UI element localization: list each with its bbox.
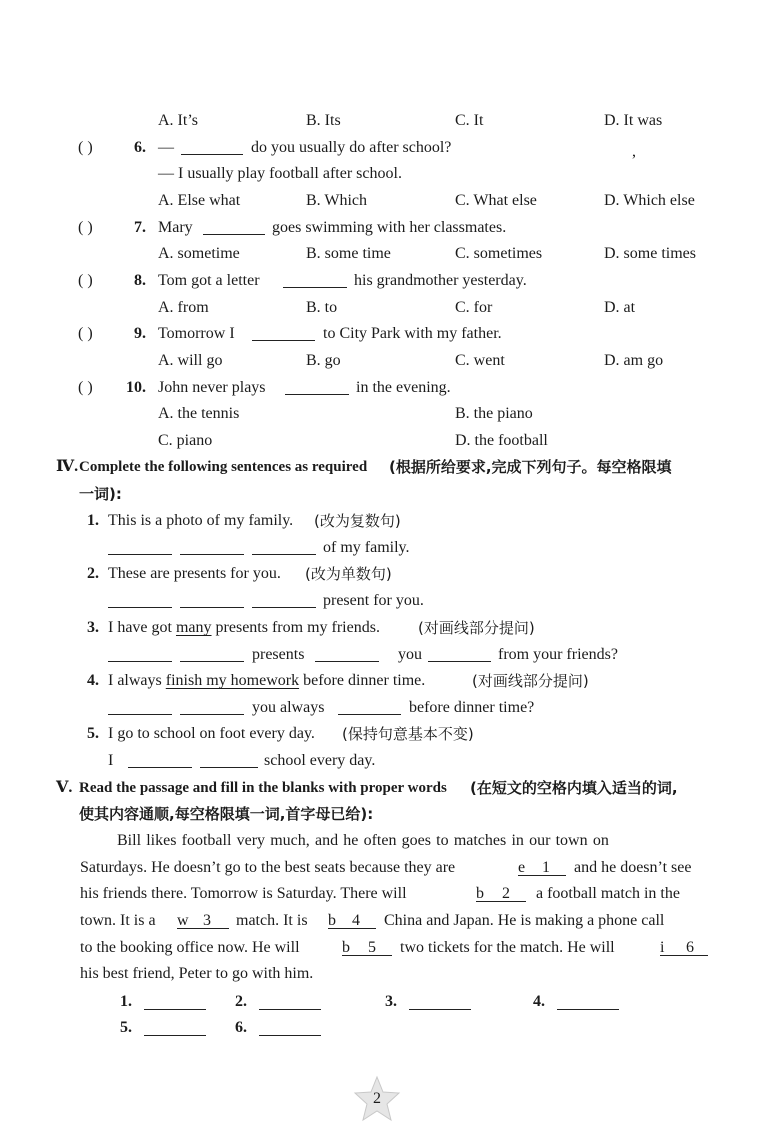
answer-blank[interactable] (203, 216, 265, 235)
q6-options (0, 189, 780, 213)
initial-letter: i (660, 939, 665, 956)
answer-blank[interactable] (252, 589, 316, 608)
answer-tail: school every day. (264, 752, 376, 769)
answer-blank[interactable] (409, 990, 471, 1010)
section-number: Ⅳ. (56, 458, 79, 475)
answer-row-1 (0, 990, 780, 1014)
answer-blank[interactable] (180, 536, 244, 555)
option-a: A. It’s (158, 112, 198, 129)
stray-mark: , (632, 143, 636, 160)
question-pre: John never plays (158, 379, 266, 396)
rewrite-answer-3 (0, 643, 780, 667)
answer-blank[interactable] (283, 269, 347, 288)
answer-paren: ( ) (78, 139, 93, 156)
question-number: 10. (126, 379, 146, 396)
rewrite-answer-2 (0, 589, 780, 613)
section-5-heading-cont (0, 802, 780, 826)
answer-blank[interactable] (108, 589, 172, 608)
item-text: These are presents for you. (108, 565, 281, 582)
question-8 (0, 269, 780, 293)
blank-number: 6 (686, 939, 694, 956)
passage-line-4 (0, 909, 780, 933)
passage-text: match. It is (236, 912, 308, 929)
option-c: C. piano (158, 432, 213, 449)
blank-number: 1 (542, 859, 550, 876)
question-post: to City Park with my father. (323, 325, 502, 342)
option-a: A. from (158, 299, 209, 316)
option-d: D. some times (604, 245, 696, 262)
option-d: D. It was (604, 112, 663, 129)
passage-text: and he doesn’t see (574, 859, 692, 876)
item-text (108, 616, 380, 640)
blank-number: 4 (352, 912, 360, 929)
item-instruction: (对画线部分提问) (472, 672, 589, 690)
initial-letter: w (177, 912, 189, 929)
answer-number: 4. (533, 993, 545, 1010)
rewrite-item-1 (0, 509, 780, 533)
option-b: B. some time (306, 245, 391, 262)
passage-text: Saturdays. He doesn’t go to the best seats because they are (80, 859, 456, 876)
passage-text: two tickets for the match. He will (400, 939, 615, 956)
text-post: before dinner time. (299, 672, 426, 689)
item-text: This is a photo of my family. (108, 512, 294, 529)
answer-blank[interactable] (259, 1016, 321, 1036)
rewrite-answer-5 (0, 749, 780, 773)
question-number: 8. (134, 272, 146, 289)
page-number: 2 (373, 1090, 381, 1107)
question-post: his grandmother yesterday. (354, 272, 527, 289)
item-number: 5. (87, 725, 99, 742)
text-post: presents from my friends. (211, 619, 380, 636)
answer-blank[interactable] (557, 990, 619, 1010)
question-pre: Mary (158, 219, 193, 236)
q10-options-1 (0, 402, 780, 426)
blank-number: 2 (502, 885, 510, 902)
section-4-heading (0, 455, 780, 479)
passage-text: town. It is a (80, 912, 156, 929)
answer-blank[interactable] (108, 643, 172, 662)
passage-text: Bill likes football very much, and he often goes to matches in our town on (117, 832, 609, 849)
rewrite-item-5 (0, 722, 780, 746)
text-pre: I always (108, 672, 166, 689)
option-d: D. am go (604, 352, 664, 369)
underlined-text: finish my homework (165, 672, 300, 689)
answer-number: 3. (385, 993, 397, 1010)
blank-number: 5 (368, 939, 376, 956)
option-b: B. to (306, 299, 338, 316)
question-number: 7. (134, 219, 146, 236)
answer-blank[interactable] (252, 322, 315, 341)
reply-text: — I usually play football after school. (158, 165, 402, 182)
blank-number: 3 (203, 912, 211, 929)
option-a: A. the tennis (158, 405, 240, 422)
section-title-en: Complete the following sentences as required (79, 459, 368, 475)
item-number: 2. (87, 565, 99, 582)
option-a: A. sometime (158, 245, 240, 262)
answer-paren: ( ) (78, 325, 93, 342)
question-pre: Tomorrow I (158, 325, 235, 342)
item-text (108, 669, 425, 693)
answer-number: 5. (120, 1019, 132, 1036)
item-instruction: (保持句意基本不变) (342, 725, 474, 743)
answer-blank[interactable] (180, 696, 244, 715)
answer-blank[interactable] (180, 589, 244, 608)
q8-options (0, 296, 780, 320)
passage-line-1 (0, 829, 780, 853)
option-d: D. Which else (604, 192, 695, 209)
answer-tail: from your friends? (498, 646, 618, 663)
answer-word: you (398, 646, 422, 663)
answer-tail: present for you. (323, 592, 424, 609)
answer-blank[interactable] (181, 136, 243, 155)
section-title-en: Read the passage and fill in the blanks with proper words (79, 780, 447, 796)
passage-text: his best friend, Peter to go with him. (80, 965, 314, 982)
answer-number: 6. (235, 1019, 247, 1036)
option-b: B. Its (306, 112, 341, 129)
answer-word: you always (252, 699, 325, 716)
answer-blank[interactable] (180, 643, 244, 662)
section-5-heading (0, 776, 780, 800)
question-pre: — (158, 139, 174, 156)
question-7 (0, 216, 780, 240)
text-pre: I have got (108, 619, 176, 636)
section-title-cn: (根据所给要求,完成下列句子。每空格限填 (389, 458, 672, 476)
page-number-badge (352, 1075, 402, 1125)
rewrite-item-2 (0, 562, 780, 586)
rewrite-answer-1 (0, 536, 780, 560)
item-text: I go to school on foot every day. (108, 725, 315, 742)
initial-letter: e (518, 859, 526, 876)
question-number: 6. (134, 139, 146, 156)
answer-word: I (108, 752, 114, 769)
passage-text: his friends there. Tomorrow is Saturday. There will (80, 885, 407, 902)
question-pre: Tom got a letter (158, 272, 260, 289)
section-4-heading-cont (0, 482, 780, 506)
question-post: goes swimming with her classmates. (272, 219, 507, 236)
q5-options (0, 109, 780, 133)
answer-blank[interactable] (285, 376, 349, 395)
passage-text: China and Japan. He is making a phone call (384, 912, 665, 929)
passage-line-5 (0, 936, 780, 960)
answer-blank[interactable] (428, 643, 491, 662)
question-10 (0, 376, 780, 400)
question-6-reply (0, 162, 780, 186)
option-c: C. for (455, 299, 493, 316)
option-b: B. Which (306, 192, 368, 209)
question-number: 9. (134, 325, 146, 342)
initial-letter: b (342, 939, 350, 956)
option-c: C. What else (455, 192, 537, 209)
option-d: D. at (604, 299, 636, 316)
answer-paren: ( ) (78, 379, 93, 396)
answer-blank[interactable] (108, 536, 172, 555)
option-d: D. the football (455, 432, 548, 449)
initial-letter: b (476, 885, 484, 902)
item-number: 1. (87, 512, 99, 529)
initial-letter: b (328, 912, 336, 929)
option-a: A. Else what (158, 192, 241, 209)
rewrite-answer-4 (0, 696, 780, 720)
passage-line-2 (0, 856, 780, 880)
section-title-cn: (在短文的空格内填入适当的词, (470, 779, 678, 797)
question-post: in the evening. (356, 379, 451, 396)
answer-paren: ( ) (78, 272, 93, 289)
answer-blank[interactable] (200, 749, 258, 768)
answer-tail: before dinner time? (409, 699, 535, 716)
item-instruction: (对画线部分提问) (418, 619, 535, 637)
passage-text: to the booking office now. He will (80, 939, 300, 956)
answer-blank[interactable] (128, 749, 192, 768)
answer-blank[interactable] (144, 1016, 206, 1036)
answer-tail: of my family. (323, 539, 410, 556)
option-c: C. sometimes (455, 245, 543, 262)
answer-row-2 (0, 1016, 780, 1040)
section-title-cn-cont: 使其内容通顺,每空格限填一词,首字母已给): (79, 805, 374, 823)
rewrite-item-4 (0, 669, 780, 693)
passage-line-6 (0, 962, 780, 986)
item-number: 4. (87, 672, 99, 689)
underlined-text: many (175, 619, 212, 636)
answer-blank[interactable] (108, 696, 172, 715)
section-title-cn-cont: 一词): (79, 485, 122, 503)
option-c: C. went (455, 352, 505, 369)
section-number: Ⅴ. (56, 779, 73, 796)
option-b: B. the piano (455, 405, 533, 422)
question-9 (0, 322, 780, 346)
answer-blank[interactable] (144, 990, 206, 1010)
answer-word: presents (252, 646, 305, 663)
q7-options (0, 242, 780, 266)
question-6 (0, 136, 780, 160)
q10-options-2 (0, 429, 780, 453)
option-c: C. It (455, 112, 484, 129)
option-b: B. go (306, 352, 341, 369)
answer-number: 2. (235, 993, 247, 1010)
passage-line-3 (0, 882, 780, 906)
option-a: A. will go (158, 352, 223, 369)
answer-blank[interactable] (315, 643, 379, 662)
passage-text: a football match in the (536, 885, 680, 902)
item-number: 3. (87, 619, 99, 636)
item-instruction: (改为单数句) (305, 565, 392, 583)
answer-blank[interactable] (259, 990, 321, 1010)
answer-paren: ( ) (78, 219, 93, 236)
item-instruction: (改为复数句) (314, 512, 401, 530)
question-post: do you usually do after school? (251, 139, 452, 156)
q9-options (0, 349, 780, 373)
answer-blank[interactable] (338, 696, 401, 715)
answer-number: 1. (120, 993, 132, 1010)
answer-blank[interactable] (252, 536, 316, 555)
rewrite-item-3 (0, 616, 780, 640)
